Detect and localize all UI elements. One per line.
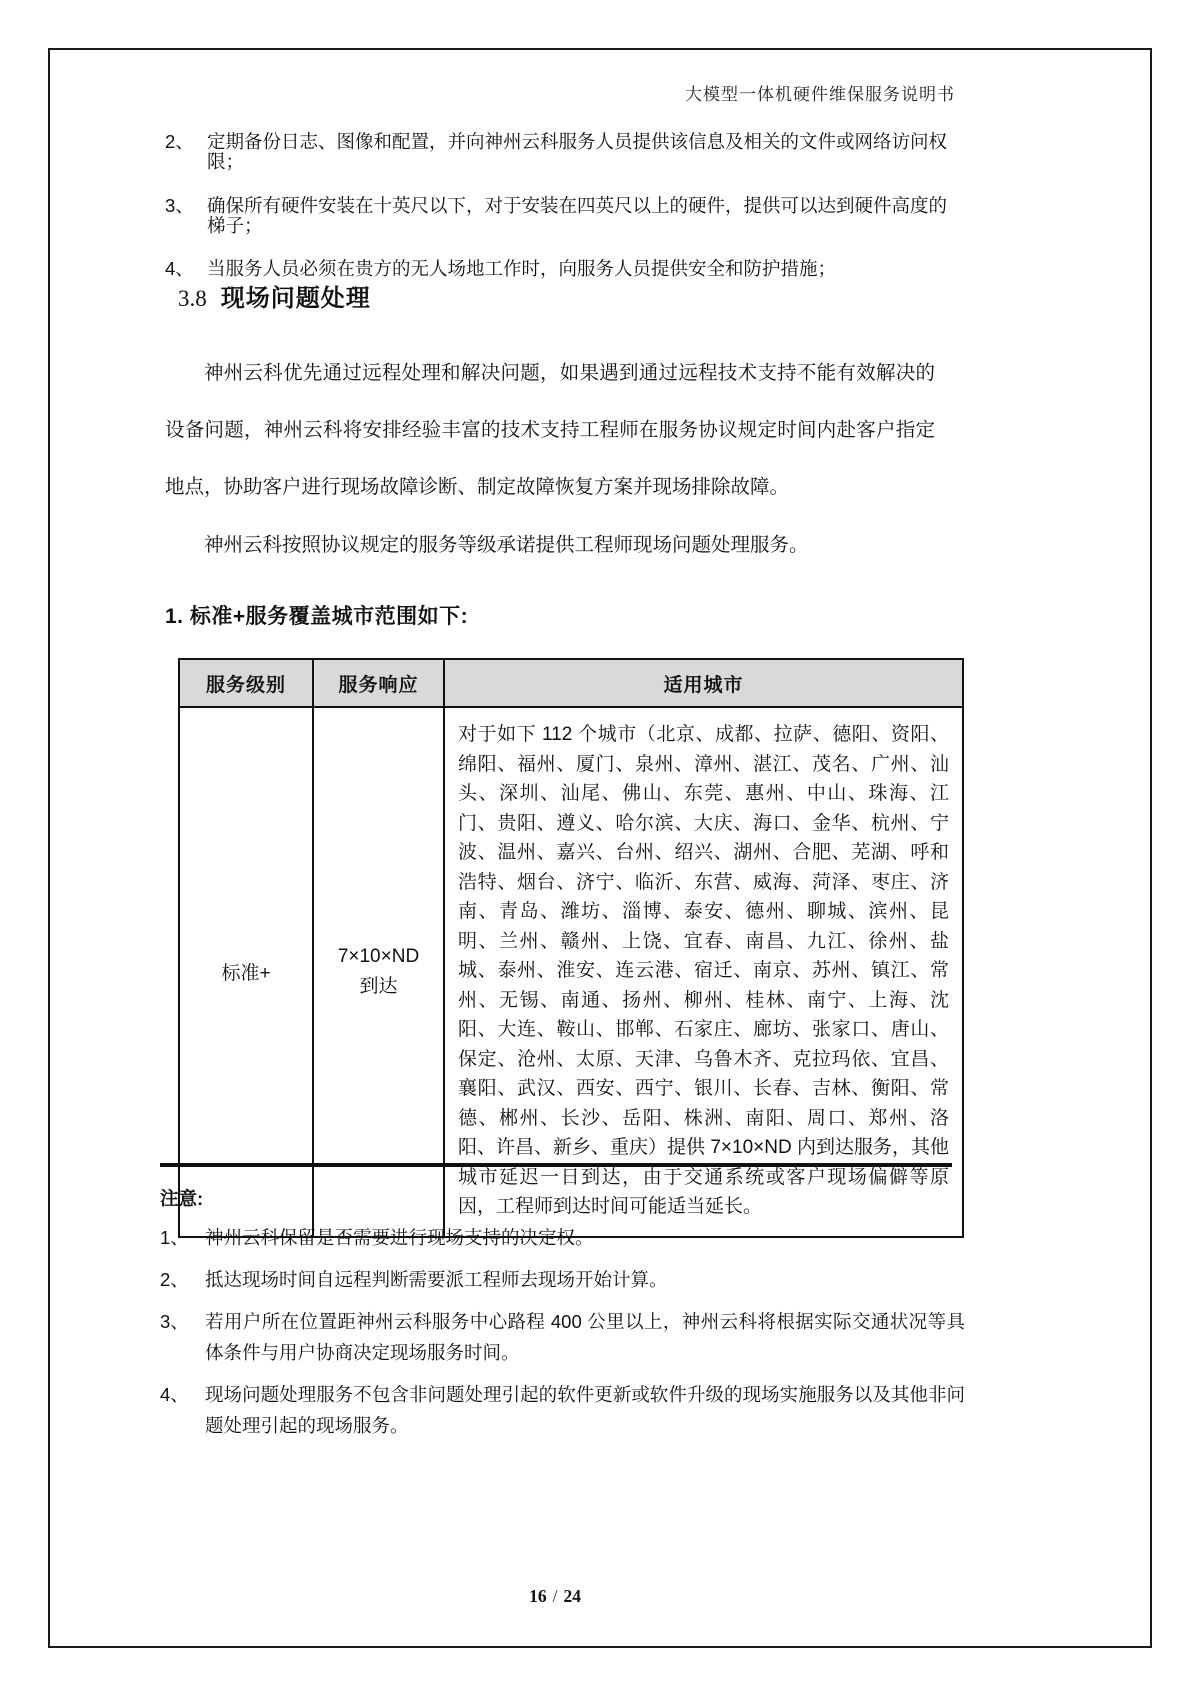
note-item [160,1379,965,1441]
total-page-count: 24 [563,1586,581,1606]
page-header-title: 大模型一体机硬件维保服务说明书 [685,85,955,104]
current-page-number: 16 [529,1586,547,1606]
note-text: 抵达现场时间自远程判断需要派工程师去现场开始计算。 [205,1269,668,1290]
service-response-line2: 到达 [359,975,398,997]
list-item-number: 4、 [165,258,194,280]
list-item [165,196,955,237]
section-number: 3.8 [178,286,207,311]
column-header-service-response: 服务响应 [313,659,444,707]
section-heading [178,278,371,313]
horizontal-divider [160,1163,952,1167]
service-response-line1: 7×10×ND [337,945,420,967]
column-header-service-level: 服务级别 [179,659,313,707]
note-number: 1、 [160,1227,189,1248]
page-footer [165,1586,945,1607]
list-item [165,132,955,173]
list-item-text: 当服务人员必须在贵方的无人场地工作时，向服务人员提供安全和防护措施； [207,258,837,280]
notes-list [160,1222,965,1452]
page-separator: / [552,1586,558,1606]
cell-service-response [313,707,444,1237]
note-text: 若用户所在位置距神州云科服务中心路程 400 公里以上，神州云科将根据实际交通状况等具体条件与用户协商决定现场服务时间。 [205,1311,965,1363]
service-coverage-table [178,658,964,1238]
table-row [179,707,963,1237]
note-item [160,1222,965,1253]
table-caption-heading: 1. 标准+服务覆盖城市范围如下: [165,605,469,628]
note-text: 神州云科保留是否需要进行现场支持的决定权。 [205,1227,594,1248]
paragraph: 神州云科优先通过远程处理和解决问题，如果遇到通过远程技术支持不能有效解决的设备问题，神州云科将安排经验丰富的技术支持工程师在服务协议规定时间内赴客户指定地点，协助客户进行现场故障诊断、制定故障恢复方案并现场排除故障。 [165,362,935,498]
list-item-number: 2、 [165,131,194,152]
cell-service-level: 标准+ [179,707,313,1237]
section-title: 现场问题处理 [220,285,371,312]
column-header-applicable-cities: 适用城市 [444,659,963,707]
list-item [165,259,955,279]
note-item [160,1306,965,1368]
note-text: 现场问题处理服务不包含非问题处理引起的软件更新或软件升级的现场实施服务以及其他非问题处理引起的现场服务。 [205,1384,965,1436]
note-number: 2、 [160,1269,189,1290]
list-item-text: 确保所有硬件安装在十英尺以下，对于安装在四英尺以上的硬件，提供可以达到硬件高度的梯子； [207,194,948,237]
table-header-row [179,659,963,707]
note-number: 4、 [160,1384,189,1405]
list-item-number: 3、 [165,194,194,216]
cell-applicable-cities: 对于如下 112 个城市（北京、成都、拉萨、德阳、资阳、绵阳、福州、厦门、泉州、漳州、湛江、茂名、广州、汕头、深圳、汕尾、佛山、东莞、惠州、中山、珠海、江门、贵阳、遵义、哈尔滨、大庆、海口、金华、杭州、宁波、温州、嘉兴、台州、绍兴、湖州、合肥、芜湖、呼和浩特、烟台、济宁、临沂、东营、威海、菏泽、枣庄、济南、青岛、潍坊、淄博、泰安、德州、聊城、滨州、昆明、兰州、赣州、上饶、宜春、南昌、九江、徐州、盐城、泰州、淮安、连云港、宿迁、南京、苏州、镇江、常州、无锡、南通、扬州、柳州、桂林、南宁、上海、沈阳、大连、鞍山、邯郸、石家庄、廊坊、张家口、唐山、保定、沧州、太原、天津、乌鲁木齐、克拉玛依、宜昌、襄阳、武汉、西安、西宁、银川、长春、吉林、衡阳、常德、郴州、长沙、岳阳、株洲、南阳、周口、郑州、洛阳、许昌、新乡、重庆）提供 7×10×ND 内到达服务，其他城市延迟一日到达，由于交通系统或客户现场偏僻等原因，工程师到达时间可能适当延长。 [444,707,963,1237]
notes-label: 注意: [160,1188,204,1209]
paragraph: 神州云科按照协议规定的服务等级承诺提供工程师现场问题处理服务。 [204,534,809,556]
note-item [160,1264,965,1295]
list-item-text: 定期备份日志、图像和配置，并向神州云科服务人员提供该信息及相关的文件或网络访问权限； [207,131,948,173]
note-number: 3、 [160,1311,189,1332]
